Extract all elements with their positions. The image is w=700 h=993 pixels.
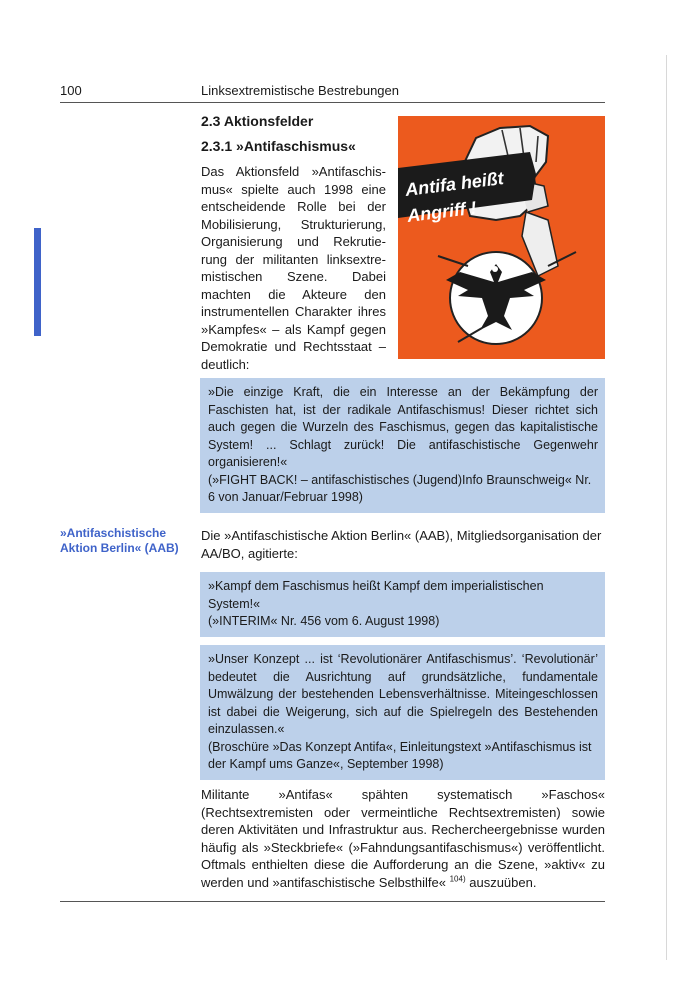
poster-illustration [398,116,605,359]
page-number: 100 [60,83,82,98]
footnote-ref: 104) [449,874,466,884]
page-edge-line [666,55,667,960]
quote-source: (»FIGHT BACK! – antifaschistisches (Jugend)Info Braunschweig« Nr. 6 von Januar/Februar 1998) [208,472,592,504]
quote-source: (»INTERIM« Nr. 456 vom 6. August 1998) [208,614,440,628]
quote-text: »Kampf dem Faschismus heißt Kampf dem imperialistischen System!« [208,579,544,611]
section-heading: 2.3 Aktionsfelder [201,113,314,129]
margin-note-line: Aktion Berlin« (AAB) [60,541,179,555]
body-text: Militante »Antifas« spähten systematisch »Faschos« (Rechtsextremisten oder vermeintliche Rechtsextremisten) sowie deren Aktivitäten und Infrastruktur aus. Recherchеergebnisse wurden häufig als »Steckbriefe« (»Fahndungsantifaschismus«) veröffentlicht. Oftmals enthielten diese die Aufforderung an die Szene, »aktiv« zu werden und »antifaschistische Selbsthilfe« [201,787,605,890]
intro-line: Das Aktionsfeld »Antifaschis- [201,164,386,179]
margin-note [60,526,179,556]
quote-fight-back [200,378,605,513]
intro-line: machten die Akteure den [201,286,386,302]
margin-marker-bar [34,228,41,336]
intro-paragraph [201,163,386,373]
intro-line: Mobilisierung, Strukturierung, [201,216,386,232]
intro-line: instrumentellen Charakter ihres [201,304,386,319]
intro-line: »Kampfes« – als Kampf gegen [201,321,386,337]
intro-line: Demokratie und Rechtsstaat – [201,339,386,354]
quote-text: »Die einzige Kraft, die ein Interesse an der Bekämpfung der Faschisten hat, ist der radikale Antifaschismus! Dieser richtet sich auch gegen die Wurzeln des Faschismus, gegen das kapitalistische System! ... Schlagt zurück! Die antifaschistische Gegenwehr organisieren!« [208,385,598,469]
header-rule [60,102,605,103]
body-paragraph [201,786,605,891]
poster-slogan-line1: Antifa heißt [404,168,505,200]
intro-line: Organisierung und Rekrutie- [201,234,386,249]
quote-source: (Broschüre »Das Konzept Antifa«, Einleitungstext »Antifaschismus ist der Kampf ums Ganze«, September 1998) [208,739,592,771]
poster-slogan-line2: Angriff ! [406,197,478,226]
quote-text: »Unser Konzept ... ist ‘Revolutionärer Antifaschismus’. ‘Revolutionär’ bedeutet die Ausrichtung auf grundsätzliche, fundamentale Umwälzung der bestehenden Lebensverhältnisse. Miteingeschlossen ist dabei die Weigerung, sich auf die Spielregeln des Bestehenden einzulassen.« [208,652,598,736]
antifa-poster-image [398,116,605,359]
aab-paragraph: Die »Antifaschistische Aktion Berlin« (AAB), Mitgliedsorganisation der AA/BO, agitierte: [201,528,602,561]
intro-line: entscheidende Rolle bei der [201,199,386,214]
running-header: Linksextremistische Bestrebungen [201,83,399,98]
body-text-tail: auszuüben. [465,874,537,890]
intro-line: mistischen Szene. Dabei [201,269,386,284]
intro-line: rung der militanten linksextre- [201,251,386,267]
intro-line: deutlich: [201,356,250,372]
quote-konzept-antifa [200,645,605,780]
footer-rule [60,901,605,902]
intro-line: mus« spielte auch 1998 eine [201,181,386,197]
margin-note-line: »Antifaschistische [60,526,167,540]
quote-interim [200,572,605,637]
subsection-heading: 2.3.1 »Antifaschismus« [201,138,356,154]
